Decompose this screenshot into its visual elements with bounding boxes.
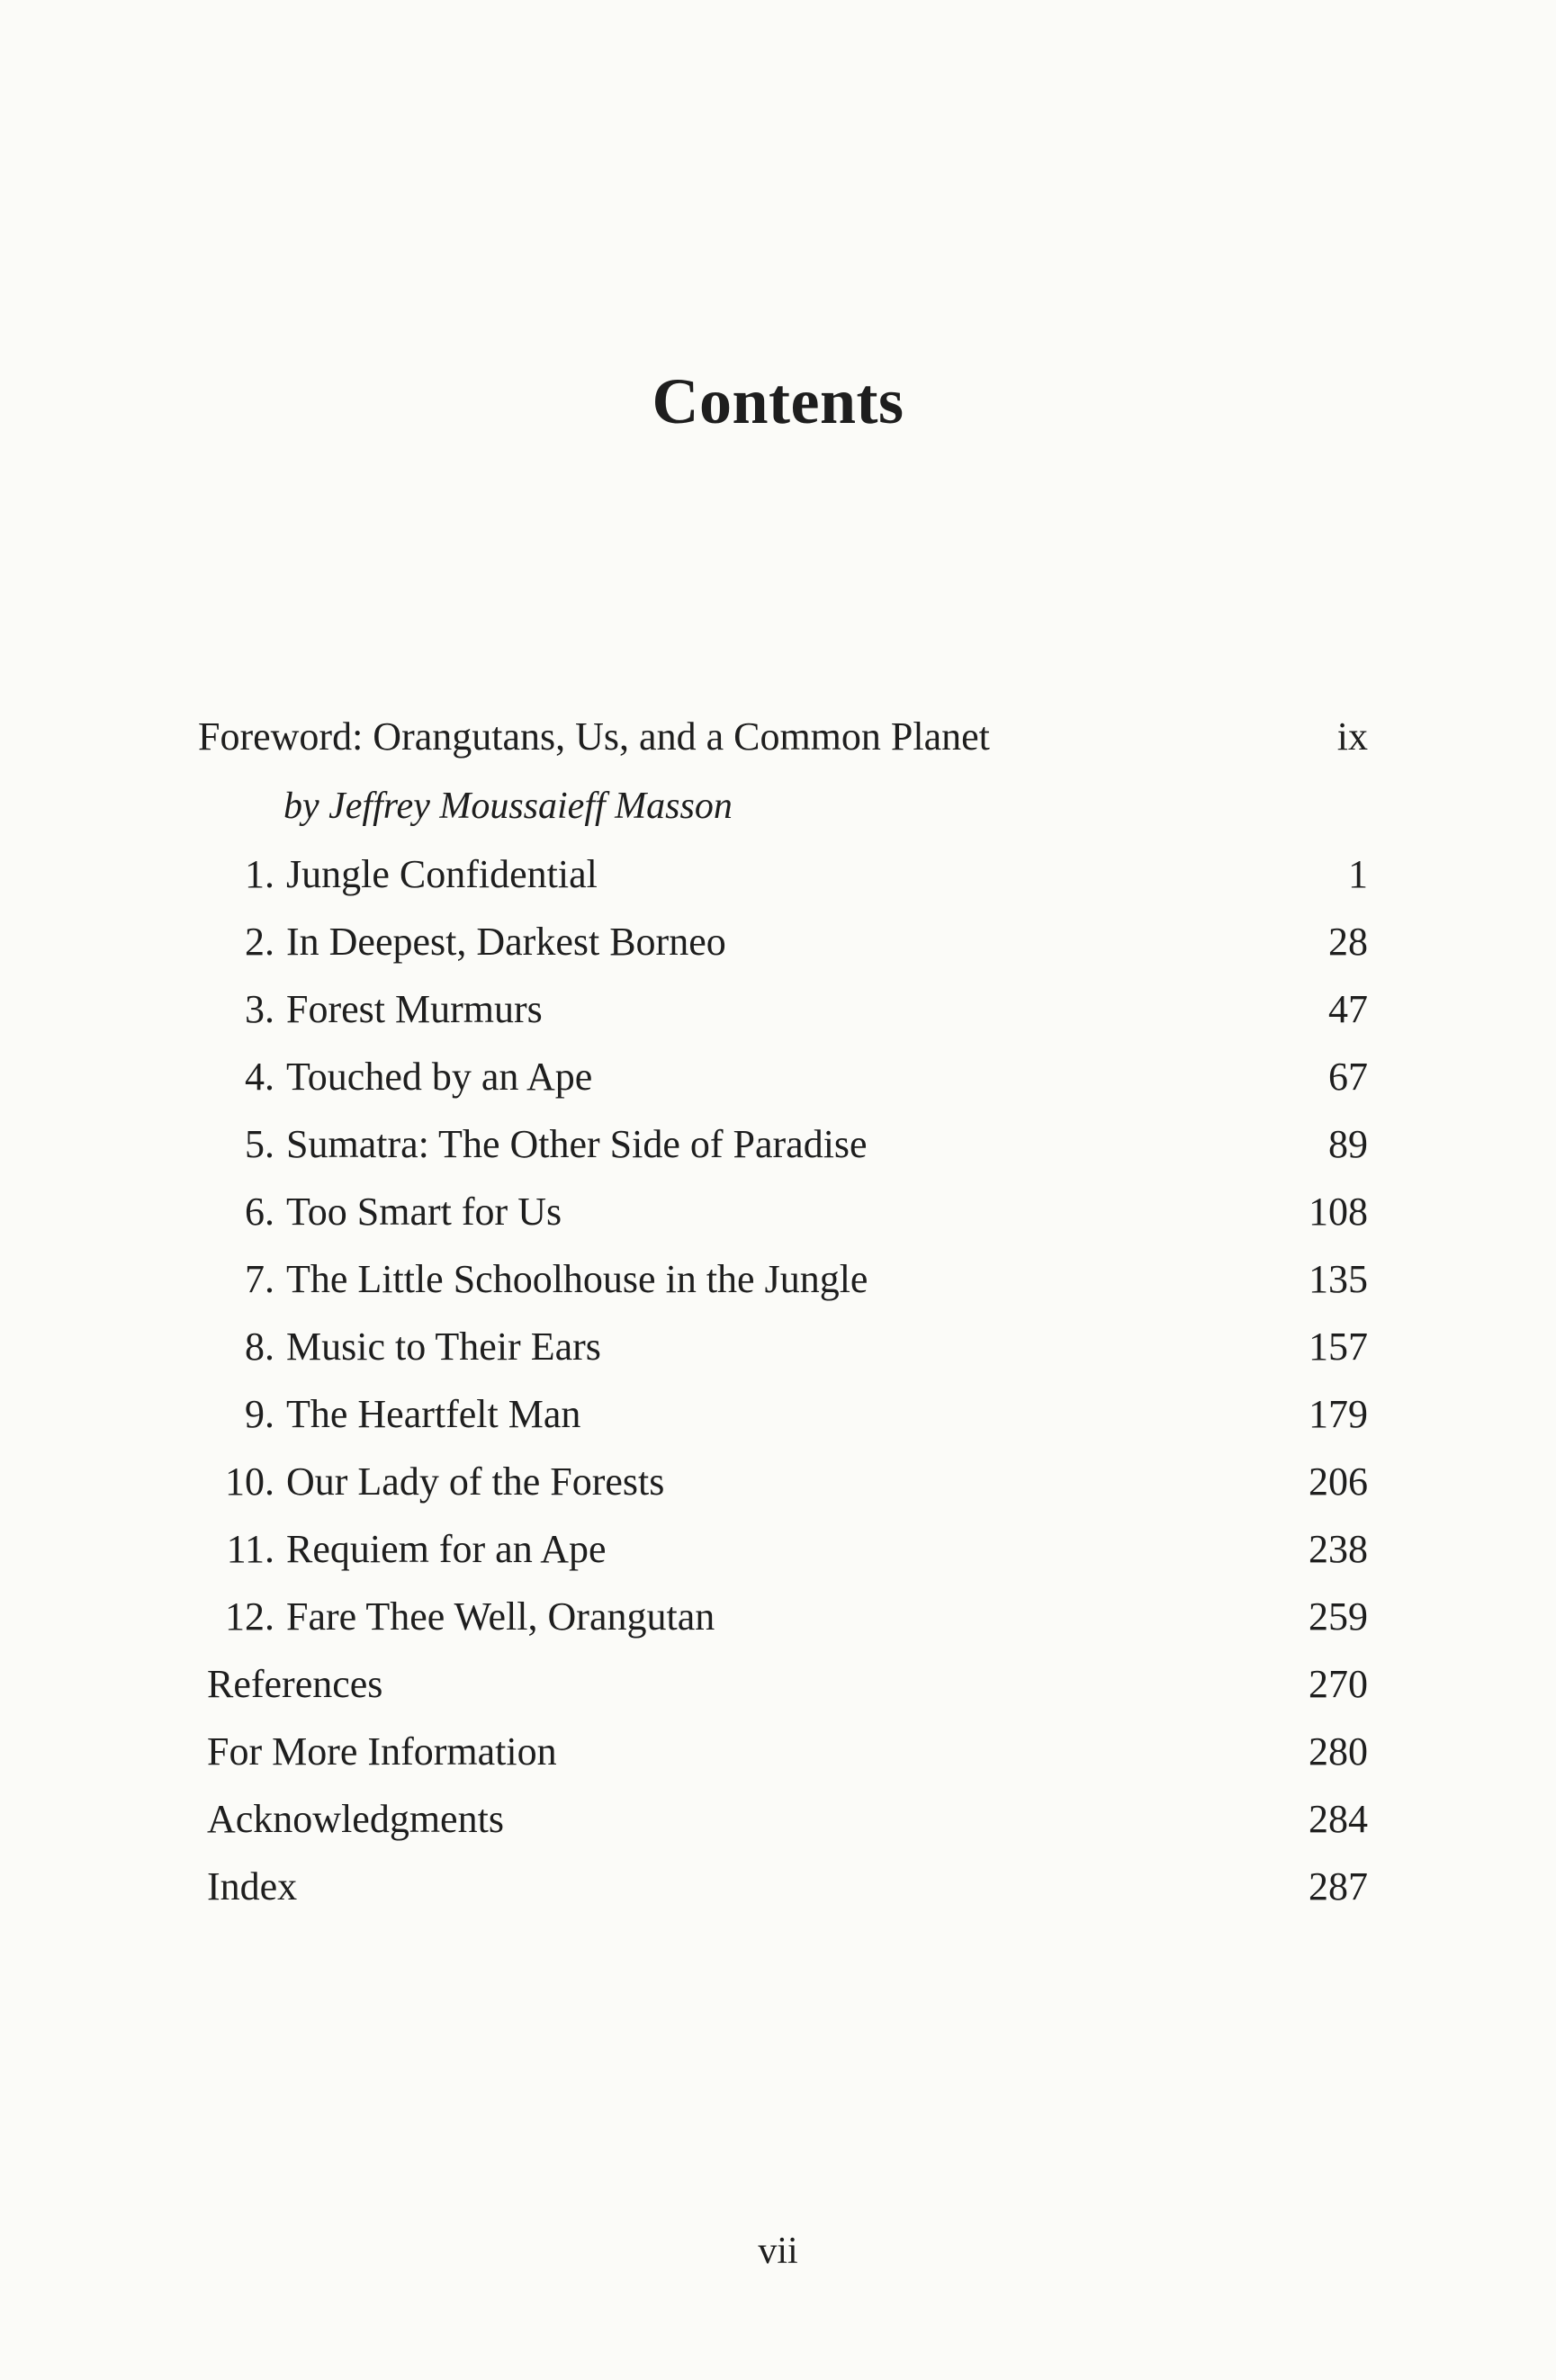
chapter-page: 67 [1328, 1055, 1368, 1099]
back-matter-title: Index [207, 1864, 298, 1908]
chapter-page: 1 [1348, 852, 1368, 896]
back-matter-title: References [207, 1662, 383, 1706]
toc-entry-chapter [198, 1454, 1368, 1510]
page-title: Contents [652, 365, 904, 437]
foreword-byline: by Jeffrey Moussaieff Masson [283, 786, 733, 827]
chapter-page: 238 [1309, 1527, 1368, 1571]
page-number: vii [758, 2231, 798, 2272]
toc-entry-label: Foreword: Orangutans, Us, and a Common Planet [198, 714, 990, 759]
toc-entry-chapter [198, 847, 1368, 903]
back-matter-title: Acknowledgments [207, 1797, 504, 1841]
chapter-title: Forest Murmurs [286, 987, 543, 1031]
chapter-page: 206 [1309, 1459, 1368, 1504]
toc-entry-chapter [198, 1252, 1368, 1307]
toc-entry-chapter [198, 1387, 1368, 1442]
chapter-title: Requiem for an Ape [286, 1527, 607, 1571]
chapter-number: 8. [245, 1325, 274, 1369]
chapter-title: The Heartfelt Man [286, 1392, 581, 1436]
chapter-number: 7. [245, 1257, 274, 1301]
toc-entry-chapter [198, 914, 1368, 970]
chapter-number: 5. [245, 1122, 274, 1166]
chapter-number: 12. [225, 1594, 274, 1639]
chapter-title: Touched by an Ape [286, 1055, 593, 1099]
chapter-number: 4. [245, 1055, 274, 1099]
chapter-number: 10. [225, 1459, 274, 1504]
back-matter-page: 284 [1309, 1797, 1368, 1841]
chapter-page: 108 [1309, 1190, 1368, 1234]
toc-entry-back-matter [198, 1859, 1368, 1915]
chapter-page: 179 [1309, 1392, 1368, 1436]
chapter-page: 28 [1328, 920, 1368, 964]
chapter-title: Fare Thee Well, Orangutan [286, 1594, 715, 1639]
back-matter-page: 287 [1309, 1864, 1368, 1908]
chapter-title: Too Smart for Us [286, 1190, 562, 1234]
toc-entry-foreword [198, 709, 1368, 765]
toc-entry-chapter [198, 1049, 1368, 1105]
chapter-page: 135 [1309, 1257, 1368, 1301]
chapter-number: 11. [226, 1527, 274, 1571]
chapter-title: Jungle Confidential [286, 852, 598, 896]
toc-entry-chapter [198, 1589, 1368, 1645]
chapter-number: 6. [245, 1190, 274, 1234]
chapter-title: Music to Their Ears [286, 1325, 601, 1369]
toc-entry-back-matter [198, 1792, 1368, 1847]
chapter-number: 9. [245, 1392, 274, 1436]
toc-entry-back-matter [198, 1657, 1368, 1712]
toc-entry-page: ix [1336, 714, 1368, 759]
toc-entry-chapter [198, 1319, 1368, 1375]
toc-entry-back-matter [198, 1724, 1368, 1780]
chapter-page: 157 [1309, 1325, 1368, 1369]
chapter-page: 259 [1309, 1594, 1368, 1639]
chapter-number: 2. [245, 920, 274, 964]
chapter-title: The Little Schoolhouse in the Jungle [286, 1257, 868, 1301]
chapter-page: 47 [1328, 987, 1368, 1031]
chapter-title: Our Lady of the Forests [286, 1459, 665, 1504]
chapter-number: 3. [245, 987, 274, 1031]
chapter-title: Sumatra: The Other Side of Paradise [286, 1122, 868, 1166]
toc-entry-chapter [198, 982, 1368, 1037]
chapter-number: 1. [245, 852, 274, 896]
toc-entry-chapter [198, 1117, 1368, 1172]
chapter-page: 89 [1328, 1122, 1368, 1166]
back-matter-title: For More Information [207, 1729, 557, 1774]
toc-entry-chapter [198, 1184, 1368, 1240]
back-matter-page: 270 [1309, 1662, 1368, 1706]
toc-entry-chapter [198, 1522, 1368, 1577]
back-matter-page: 280 [1309, 1729, 1368, 1774]
chapter-title: In Deepest, Darkest Borneo [286, 920, 726, 964]
